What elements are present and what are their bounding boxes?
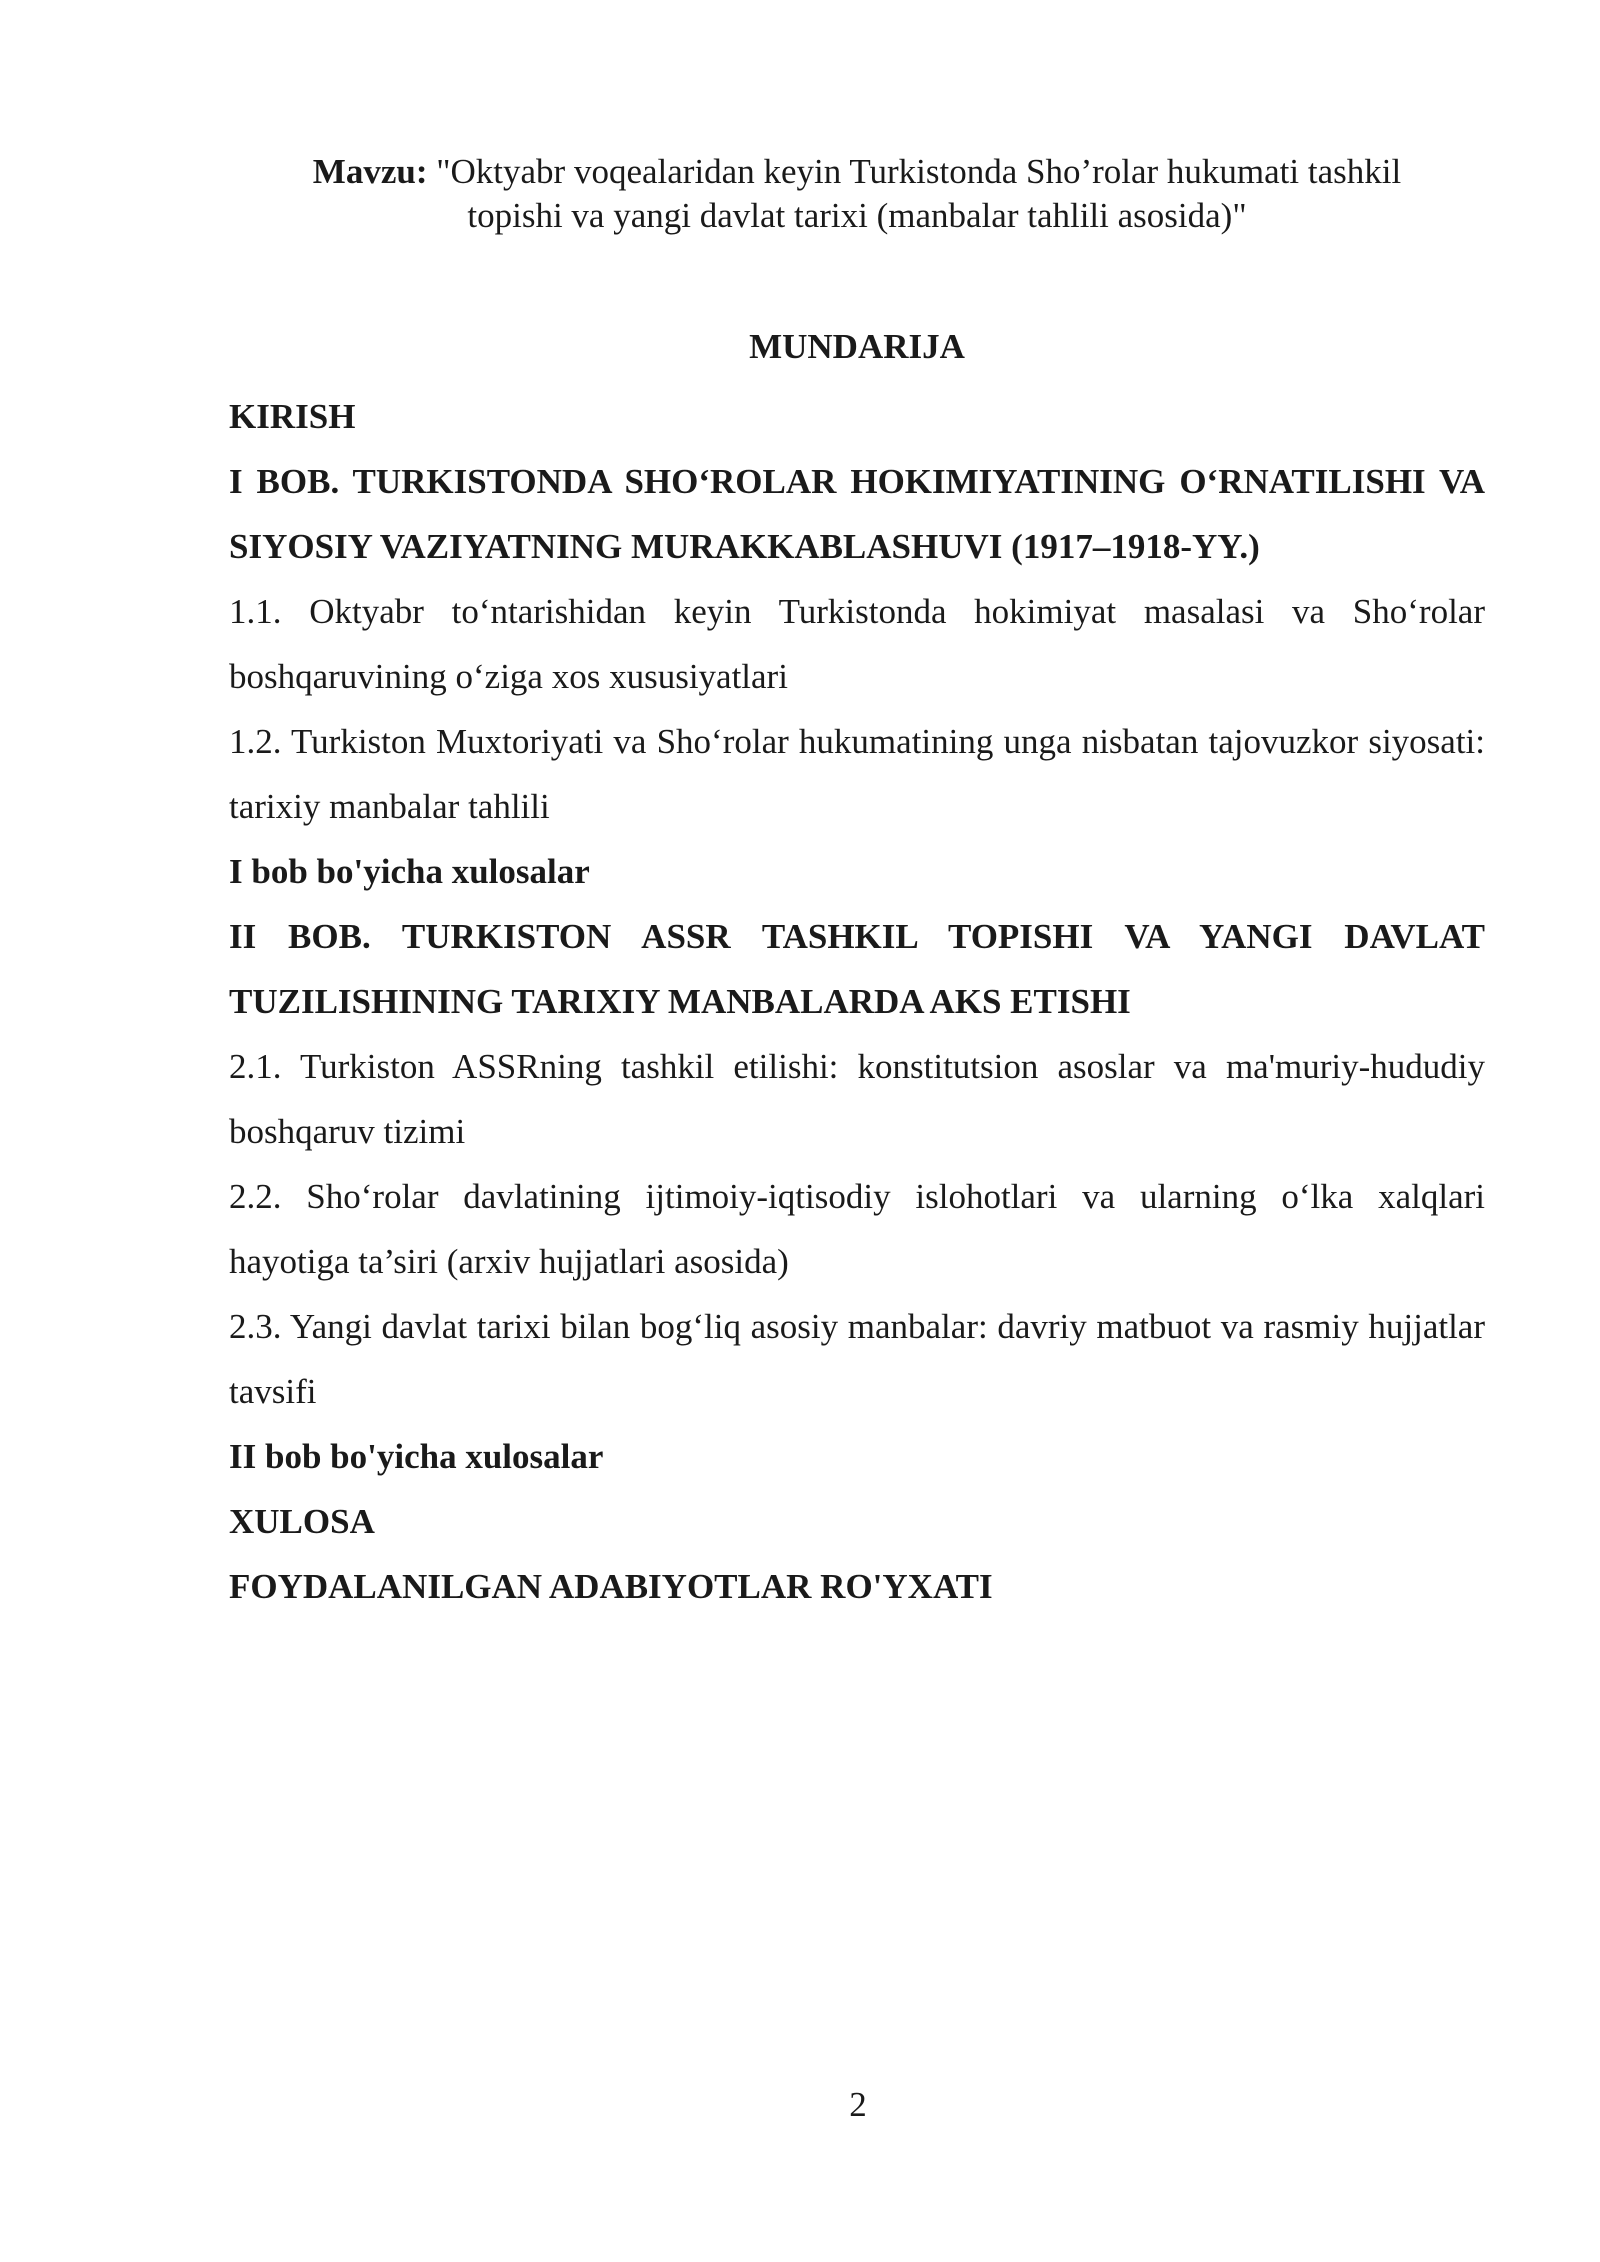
- toc-entry-intro: KIRISH: [229, 397, 356, 436]
- topic-heading: [229, 150, 1485, 238]
- toc-entry-section-2-3: 2.3. Yangi davlat tarixi bilan bog‘liq asosiy manbalar: davriy matbuot va rasmiy hujjatlar tavsifi: [229, 1307, 1485, 1411]
- page-number: 2: [849, 2085, 867, 2124]
- table-of-contents: [229, 384, 1485, 1619]
- topic-text-line1: "Oktyabr voqealaridan keyin Turkistonda Sho’rolar hukumati tashkil: [427, 152, 1402, 191]
- topic-label: Mavzu:: [312, 152, 428, 191]
- toc-entry-chapter2: II BOB. TURKISTON ASSR TASHKIL TOPISHI VA YANGI DAVLAT TUZILISHINING TARIXIY MANBALARDA AKS ETISHI: [229, 917, 1485, 1021]
- topic-text-line2: topishi va yangi davlat tarixi (manbalar tahlili asosida)": [467, 196, 1247, 235]
- toc-entry-section-1-2: 1.2. Turkiston Muxtoriyati va Sho‘rolar hukumatining unga nisbatan tajovuzkor siyosati: tarixiy manbalar tahlili: [229, 722, 1485, 826]
- toc-entry-chapter1: I BOB. TURKISTONDA SHO‘ROLAR HOKIMIYATINING O‘RNATILISHI VA SIYOSIY VAZIYATNING MURAKKABLASHUVI (1917–1918-YY.): [229, 462, 1485, 566]
- toc-entry-section-2-1: 2.1. Turkiston ASSRning tashkil etilishi: konstitutsion asoslar va ma'muriy-hududiy boshqaruv tizimi: [229, 1047, 1485, 1151]
- toc-entry-section-2-2: 2.2. Sho‘rolar davlatining ijtimoiy-iqtisodiy islohotlari va ularning o‘lka xalqlari hayotiga ta’siri (arxiv hujjatlari asosida): [229, 1177, 1485, 1281]
- toc-entry-section-1-1: 1.1. Oktyabr to‘ntarishidan keyin Turkistonda hokimiyat masalasi va Sho‘rolar boshqaruvining o‘ziga xos xususiyatlari: [229, 592, 1485, 696]
- toc-title: MUNDARIJA: [749, 327, 965, 366]
- toc-entry-chapter1-conclusion: I bob bo'yicha xulosalar: [229, 852, 590, 891]
- toc-entry-references: FOYDALANILGAN ADABIYOTLAR RO'YXATI: [229, 1567, 993, 1606]
- toc-entry-conclusion: XULOSA: [229, 1502, 375, 1541]
- toc-entry-chapter2-conclusion: II bob bo'yicha xulosalar: [229, 1437, 604, 1476]
